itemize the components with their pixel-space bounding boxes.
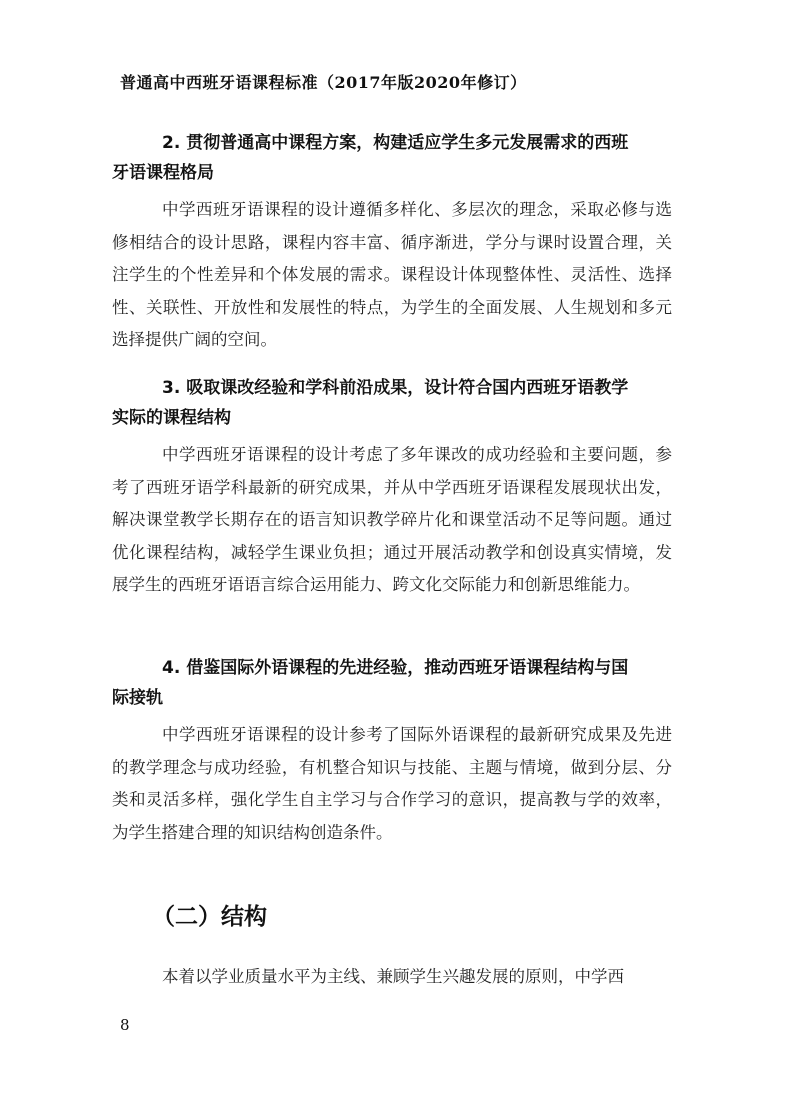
section-heading-line-2: 际接轨 [112,688,163,708]
page-number: 8 [120,1016,130,1034]
closing-paragraph: 本着以学业质量水平为主线、兼顾学生兴趣发展的原则，中学西 [162,967,624,986]
running-header: 普通高中西班牙语课程标准（2017年版2020年修订） [120,73,527,92]
section-heading-line-1: 3. 吸取课改经验和学科前沿成果，设计符合国内西班牙语教学 [162,378,629,398]
section-heading [112,128,672,188]
section-heading-line-1: 4. 借鉴国际外语课程的先进经验，推动西班牙语课程结构与国 [162,658,629,678]
closing-section [112,961,672,994]
section-4 [112,653,672,849]
section-heading [112,373,672,433]
section-paragraph: 中学西班牙语课程的设计遵循多样化、多层次的理念，采取必修与选修相结合的设计思路，课程内容丰富、循序渐进，学分与课时设置合理，关注学生的个性差异和个体发展的需求。课程设计体现整体性、灵活性、选择性、关联性、开放性和发展性的特点，为学生的全面发展、人生规划和多元选择提供广阔的空间。 [112,200,672,349]
section-paragraph: 中学西班牙语课程的设计参考了国际外语课程的最新研究成果及先进的教学理念与成功经验，有机整合知识与技能、主题与情境，做到分层、分类和灵活多样，强化学生自主学习与合作学习的意识，提高教与学的效率，为学生搭建合理的知识结构创造条件。 [112,725,672,842]
section-3 [112,373,672,602]
section-heading-line-2: 实际的课程结构 [112,408,231,428]
section-heading [112,653,672,713]
subsection-title: （二）结构 [152,903,267,930]
section-heading-line-2: 牙语课程格局 [112,163,214,183]
section-heading-line-1: 2. 贯彻普通高中课程方案，构建适应学生多元发展需求的西班 [162,133,629,153]
section-paragraph: 中学西班牙语课程的设计考虑了多年课改的成功经验和主要问题，参考了西班牙语学科最新的研究成果，并从中学西班牙语课程发展现状出发，解决课堂教学长期存在的语言知识教学碎片化和课堂活动不足等问题。通过优化课程结构，减轻学生课业负担；通过开展活动教学和创设真实情境，发展学生的西班牙语语言综合运用能力、跨文化交际能力和创新思维能力。 [112,445,672,594]
section-2 [112,128,672,357]
